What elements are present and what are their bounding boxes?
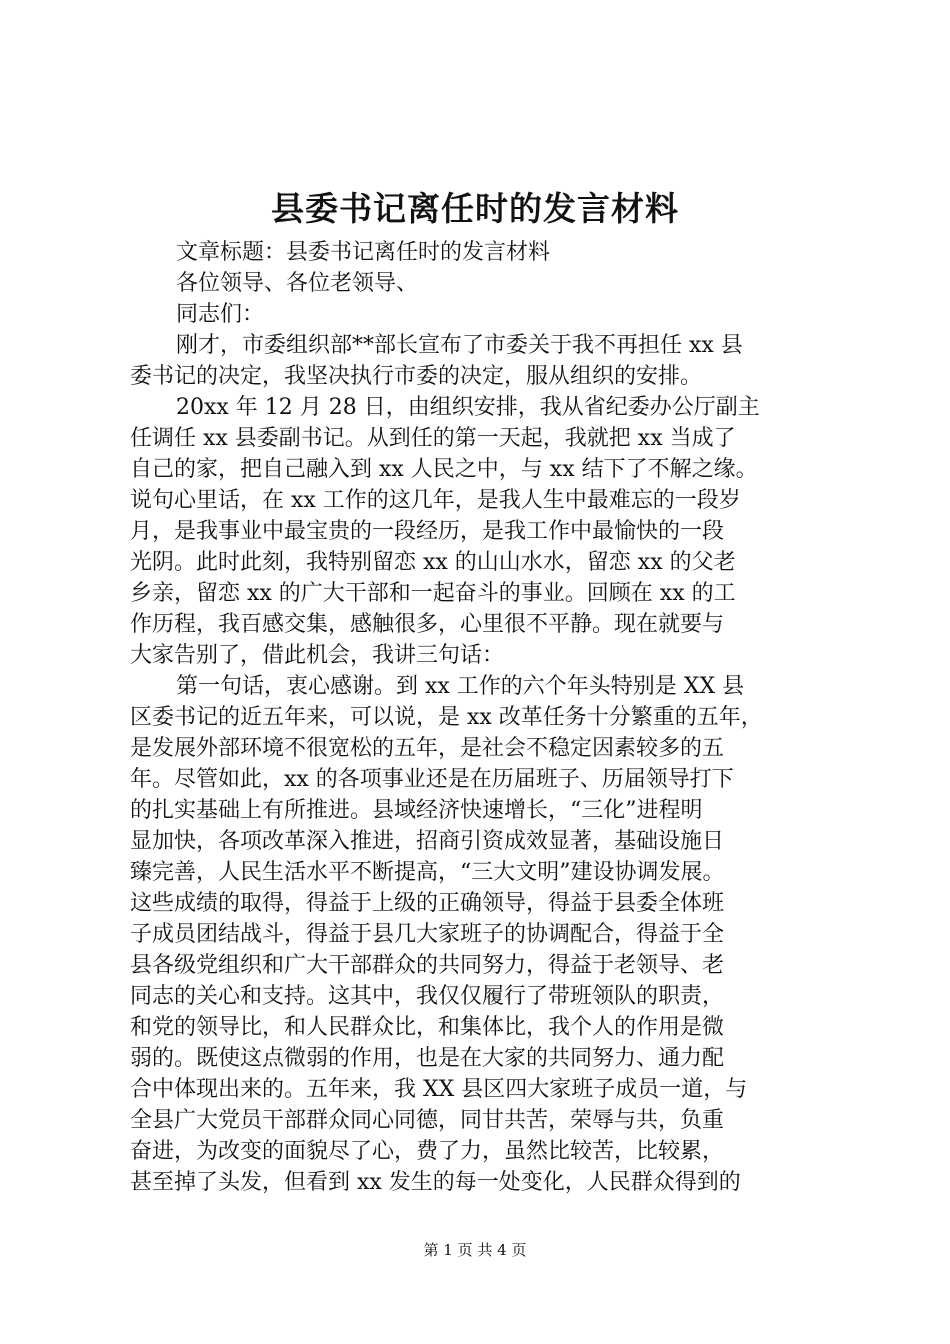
text-line: 同志的关心和支持。这其中，我仅仅履行了带班领队的职责， <box>130 984 725 1009</box>
text-line: 说句心里话，在 xx 工作的这几年，是我人生中最难忘的一段岁 <box>130 488 741 513</box>
text-line: 大家告别了，借此机会，我讲三句话： <box>130 643 505 668</box>
text-line: 文章标题：县委书记离任时的发言材料 <box>176 240 551 265</box>
text-line: 子成员团结战斗，得益于县几大家班子的协调配合，得益于全 <box>130 922 725 947</box>
text-line: 作历程，我百感交集，感触很多，心里很不平静。现在就要与 <box>130 612 725 637</box>
text-line: 和党的领导比，和人民群众比，和集体比，我个人的作用是微 <box>130 1015 725 1040</box>
text-line: 同志们： <box>176 302 265 327</box>
page-footer: 第 1 页 共 4 页 <box>423 1241 527 1259</box>
text-line: 县各级党组织和广大干部群众的共同努力，得益于老领导、老 <box>130 953 725 978</box>
text-line: 的扎实基础上有所推进。县域经济快速增长，“三化”进程明 <box>130 798 703 823</box>
text-line: 显加快，各项改革深入推进，招商引资成效显著，基础设施日 <box>130 829 725 854</box>
text-line: 奋进，为改变的面貌尽了心，费了力，虽然比较苦，比较累， <box>130 1139 725 1164</box>
text-line: 全县广大党员干部群众同心同德，同甘共苦，荣辱与共，负重 <box>130 1108 725 1133</box>
body-paragraph <box>130 268 830 299</box>
text-line: 合中体现出来的。五年来，我 XX 县区四大家班子成员一道，与 <box>130 1077 748 1102</box>
text-line: 委书记的决定，我坚决执行市委的决定，服从组织的安排。 <box>130 364 703 389</box>
text-line: 甚至掉了头发，但看到 xx 发生的每一处变化，人民群众得到的 <box>130 1170 741 1195</box>
text-line: 刚才，市委组织部**部长宣布了市委关于我不再担任 xx 县 <box>176 333 743 358</box>
document-body <box>130 237 830 1198</box>
text-line: 是发展外部环境不很宽松的五年，是社会不稳定因素较多的五 <box>130 736 725 761</box>
text-line: 区委书记的近五年来，可以说，是 xx 改革任务十分繁重的五年， <box>130 705 763 730</box>
text-line: 第一句话，衷心感谢。到 xx 工作的六个年头特别是 XX 县 <box>176 674 745 699</box>
body-paragraph <box>130 671 830 1198</box>
text-line: 这些成绩的取得，得益于上级的正确领导，得益于县委全体班 <box>130 891 725 916</box>
text-line: 乡亲，留恋 xx 的广大干部和一起奋斗的事业。回顾在 xx 的工 <box>130 581 736 606</box>
text-line: 20xx 年 12 月 28 日，由组织安排，我从省纪委办公厅副主 <box>176 395 760 420</box>
text-line: 各位领导、各位老领导、 <box>176 271 419 296</box>
body-paragraph <box>130 237 830 268</box>
document-title: 县委书记离任时的发言材料 <box>271 189 679 228</box>
text-line: 年。尽管如此，xx 的各项事业还是在历届班子、历届领导打下 <box>130 767 734 792</box>
body-paragraph <box>130 299 830 330</box>
text-line: 弱的。既使这点微弱的作用，也是在大家的共同努力、通力配 <box>130 1046 725 1071</box>
body-paragraph <box>130 392 830 671</box>
text-line: 自己的家，把自己融入到 xx 人民之中，与 xx 结下了不解之缘。 <box>130 457 758 482</box>
text-line: 月，是我事业中最宝贵的一段经历，是我工作中最愉快的一段 <box>130 519 725 544</box>
text-line: 任调任 xx 县委副书记。从到任的第一天起，我就把 xx 当成了 <box>130 426 736 451</box>
text-line: 臻完善，人民生活水平不断提高，“三大文明”建设协调发展。 <box>130 860 725 885</box>
body-paragraph <box>130 330 830 392</box>
text-line: 光阴。此时此刻，我特别留恋 xx 的山山水水，留恋 xx 的父老 <box>130 550 736 575</box>
